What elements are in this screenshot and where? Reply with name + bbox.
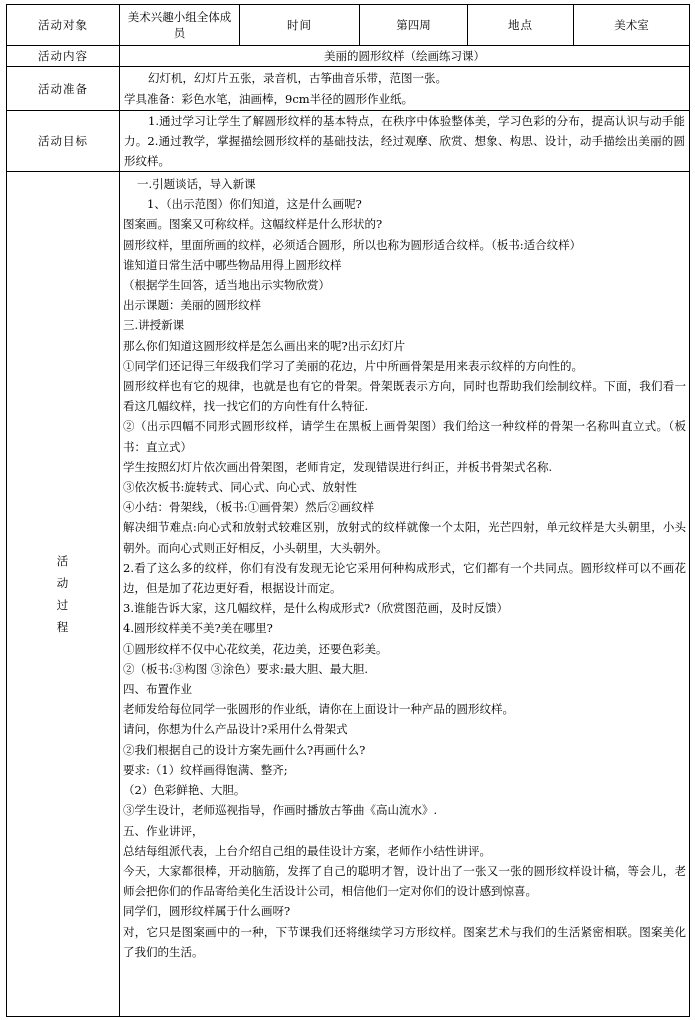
object-label: 活动对象 bbox=[7, 5, 120, 46]
process-line: ①圆形纹样不仅中心花纹美，花边美，还要色彩美。 bbox=[123, 641, 388, 656]
process-line: 1、（出示范图）你们知道，这是什么画呢? bbox=[147, 197, 362, 212]
process-label-char: 过 bbox=[56, 598, 70, 612]
process-line: 3.谁能告诉大家，这几幅纹样，是什么构成形式?（欣赏图范画，及时反馈） bbox=[123, 601, 509, 616]
preparation-line: 学具准备：彩色水笔，油画棒，9cm半径的圆形作业纸。 bbox=[124, 91, 414, 106]
goals-value bbox=[120, 111, 690, 172]
process-line: 解决细节难点:向心式和放射式较难区别，放射式的纹样就像一个太阳，光芒四射，单元纹样是大头朝里，小头朝外。而向心式则正好相反，小头朝里，大头朝外。 bbox=[123, 520, 686, 555]
process-line: 同学们，圆形纹样属于什么画呀? bbox=[123, 904, 291, 919]
process-line: 学生按照幻灯片依次画出骨架图，老师肯定，发现错误进行纠正，并板书骨架式名称. bbox=[123, 459, 553, 474]
process-line: 出示课题：美丽的圆形纹样 bbox=[123, 298, 261, 313]
row-goals bbox=[7, 111, 690, 172]
process-line: ③依次板书:旋转式、同心式、向心式、放射性 bbox=[123, 480, 357, 495]
process-line: （根据学生回答，适当地出示实物欣赏） bbox=[123, 278, 330, 293]
time-value: 第四周 bbox=[360, 5, 468, 46]
process-line: 那么你们知道这圆形纹样是怎么画出来的呢?出示幻灯片 bbox=[123, 338, 406, 353]
process-line: 请问，你想为什么产品设计?采用什么骨架式 bbox=[123, 722, 348, 737]
process-line: 图案画。图案又可称纹样。这幅纹样是什么形状的? bbox=[123, 217, 383, 232]
place-value: 美术室 bbox=[574, 5, 690, 46]
process-line: ②（出示四幅不同形式圆形纹样，请学生在黑板上画骨架图）我们给这一种纹样的骨架一名称叫直立式。（板书：直立式） bbox=[123, 419, 686, 454]
place-label: 地点 bbox=[468, 5, 574, 46]
process-line: 要求:（1）纹样画得饱满、整齐; bbox=[123, 762, 288, 777]
row-object bbox=[7, 5, 690, 46]
process-label-char: 活 bbox=[56, 554, 70, 568]
process-line: ④小结：骨架线，（板书:①画骨架）然后②画纹样 bbox=[123, 500, 375, 515]
process-line: 今天，大家都很棒，开动脑筋，发挥了自己的聪明才智，设计出了一张又一张的圆形纹样设计稿，等会儿，老师会把你们的作品寄给美化生活设计公司，相信他们一定对你们的设计感到惊喜。 bbox=[123, 863, 686, 899]
goals-label: 活动目标 bbox=[7, 111, 120, 172]
process-line: 圆形纹样也有它的规律，也就是也有它的骨架。骨架既表示方向，同时也帮助我们绘制纹样。下面，我们看一看这几幅纹样，找一找它们的方向性有什么特征. bbox=[123, 379, 686, 414]
time-label: 时间 bbox=[240, 5, 360, 46]
process-line: 4.圆形纹样美不美?美在哪里? bbox=[123, 621, 273, 636]
process-line: 老师发给每位同学一张圆形的作业纸，请你在上面设计一种产品的圆形纹样。 bbox=[123, 702, 514, 717]
process-line: 三.讲授新课 bbox=[123, 318, 185, 333]
process-line: 总结每组派代表，上台介绍自己组的最佳设计方案，老师作小结性讲评。 bbox=[123, 843, 491, 858]
object-value: 美术兴趣小组全体成员 bbox=[120, 5, 240, 46]
process-line: ③学生设计，老师巡视指导，作画时播放古筝曲《高山流水》. bbox=[123, 803, 438, 818]
process-line: 一.引题谈话，导入新课 bbox=[137, 177, 256, 191]
preparation-value bbox=[120, 67, 690, 111]
process-value bbox=[120, 172, 690, 1017]
lesson-plan-table bbox=[6, 4, 690, 1017]
preparation-label: 活动准备 bbox=[7, 67, 120, 111]
process-line: 对，它只是图案画中的一种，下节课我们还将继续学习方形纹样。图案艺术与我们的生活紧密相联。图案美化了我们的生活。 bbox=[123, 924, 686, 959]
process-label-char: 动 bbox=[56, 576, 70, 590]
row-process bbox=[7, 172, 690, 1017]
process-line: ①同学们还记得三年级我们学习了美丽的花边，片中所画骨架是用来表示纹样的方向性的。 bbox=[123, 358, 583, 373]
content-value: 美丽的圆形纹样（绘画练习课） bbox=[120, 46, 690, 67]
row-preparation bbox=[7, 67, 690, 111]
goals-text: 1.通过学习让学生了解圆形纹样的基本特点，在秩序中体验整体美，学习色彩的分布，提高认识与动手能力。2.通过教学，掌握描绘圆形纹样的基础技法，经过观摩、欣赏、想象、构思、设计，动手描绘出美丽的圆形纹样。 bbox=[124, 114, 685, 168]
content-label: 活动内容 bbox=[7, 46, 120, 67]
process-line: 谁知道日常生活中哪些物品用得上圆形纹样 bbox=[123, 257, 342, 272]
process-label bbox=[7, 172, 120, 1017]
row-content bbox=[7, 46, 690, 67]
process-line: 圆形纹样，里面所画的纹样，必须适合圆形，所以也称为圆形适合纹样。（板书:适合纹样） bbox=[123, 237, 582, 252]
process-label-char: 程 bbox=[56, 620, 70, 634]
process-line: ②我们根据自己的设计方案先画什么?再画什么? bbox=[123, 742, 366, 757]
process-line: 2.看了这么多的纹样，你们有没有发现无论它采用何种构成形式，它们都有一个共同点。圆形纹样可以不画花边，但是加了花边更好看，根据设计而定。 bbox=[123, 560, 686, 596]
process-line: 四、布置作业 bbox=[123, 682, 192, 697]
process-line: 五、作业讲评， bbox=[123, 823, 204, 838]
preparation-line: 幻灯机，幻灯片五张，录音机，古筝曲音乐带，范图一张。 bbox=[148, 70, 447, 85]
process-line: （2）色彩鲜艳、大胆。 bbox=[123, 783, 246, 798]
process-line: ②（板书:③构图 ③涂色）要求:最大胆、最大胆. bbox=[123, 661, 369, 676]
